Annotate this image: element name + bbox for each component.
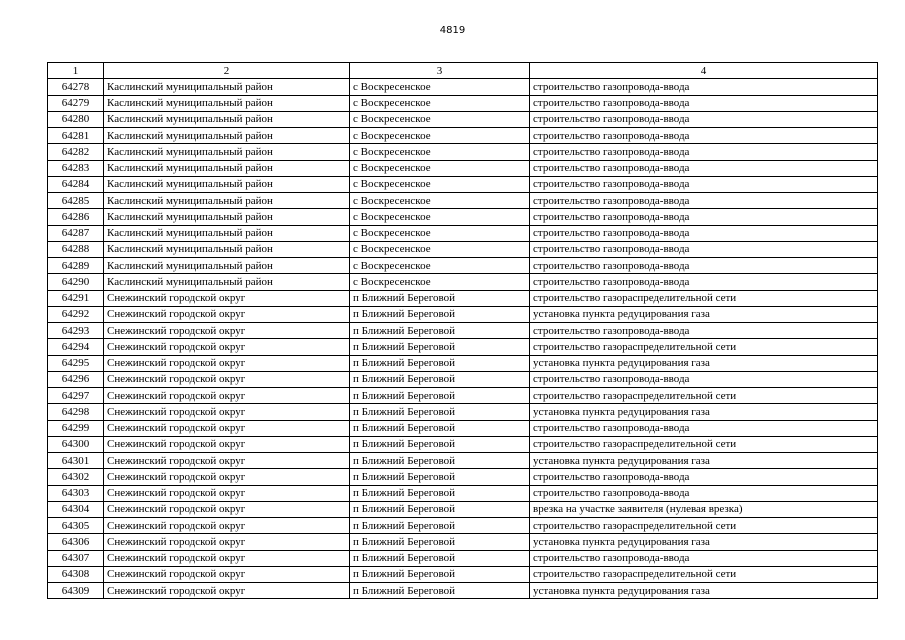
work-type-cell: строительство газопровода-ввода bbox=[530, 469, 878, 485]
row-number-cell: 64286 bbox=[48, 209, 104, 225]
row-number-cell: 64299 bbox=[48, 420, 104, 436]
settlement-cell: с Воскресенское bbox=[350, 128, 530, 144]
row-number-cell: 64283 bbox=[48, 160, 104, 176]
work-type-cell: строительство газопровода-ввода bbox=[530, 79, 878, 95]
settlement-cell: с Воскресенское bbox=[350, 241, 530, 257]
table-row bbox=[48, 176, 878, 192]
work-type-cell: установка пункта редуцирования газа bbox=[530, 453, 878, 469]
row-number-cell: 64307 bbox=[48, 550, 104, 566]
settlement-cell: п Ближний Береговой bbox=[350, 388, 530, 404]
table-row bbox=[48, 404, 878, 420]
municipality-cell: Снежинский городской округ bbox=[104, 583, 350, 599]
table-row bbox=[48, 388, 878, 404]
row-number-cell: 64301 bbox=[48, 453, 104, 469]
settlement-cell: п Ближний Береговой bbox=[350, 404, 530, 420]
settlement-cell: с Воскресенское bbox=[350, 209, 530, 225]
column-header-4: 4 bbox=[530, 63, 878, 79]
page-number: 4819 bbox=[439, 25, 466, 36]
municipality-cell: Снежинский городской округ bbox=[104, 518, 350, 534]
work-type-cell: строительство газопровода-ввода bbox=[530, 550, 878, 566]
settlement-cell: с Воскресенское bbox=[350, 258, 530, 274]
work-type-cell: строительство газораспределительной сети bbox=[530, 518, 878, 534]
work-type-cell: строительство газопровода-ввода bbox=[530, 420, 878, 436]
row-number-cell: 64293 bbox=[48, 323, 104, 339]
work-type-cell: установка пункта редуцирования газа bbox=[530, 583, 878, 599]
table-row bbox=[48, 193, 878, 209]
settlement-cell: п Ближний Береговой bbox=[350, 518, 530, 534]
municipality-cell: Снежинский городской округ bbox=[104, 355, 350, 371]
work-type-cell: строительство газопровода-ввода bbox=[530, 95, 878, 111]
municipality-cell: Снежинский городской округ bbox=[104, 501, 350, 517]
settlement-cell: с Воскресенское bbox=[350, 160, 530, 176]
table-row bbox=[48, 534, 878, 550]
municipality-cell: Каслинский муниципальный район bbox=[104, 241, 350, 257]
row-number-cell: 64309 bbox=[48, 583, 104, 599]
municipality-cell: Каслинский муниципальный район bbox=[104, 209, 350, 225]
table-row bbox=[48, 566, 878, 582]
work-type-cell: строительство газораспределительной сети bbox=[530, 339, 878, 355]
work-type-cell: строительство газопровода-ввода bbox=[530, 193, 878, 209]
settlement-cell: п Ближний Береговой bbox=[350, 306, 530, 322]
table-row bbox=[48, 436, 878, 452]
table-row bbox=[48, 111, 878, 127]
settlement-cell: с Воскресенское bbox=[350, 176, 530, 192]
table-row bbox=[48, 583, 878, 599]
row-number-cell: 64289 bbox=[48, 258, 104, 274]
row-number-cell: 64305 bbox=[48, 518, 104, 534]
work-type-cell: строительство газораспределительной сети bbox=[530, 290, 878, 306]
settlement-cell: п Ближний Береговой bbox=[350, 501, 530, 517]
settlement-cell: п Ближний Береговой bbox=[350, 534, 530, 550]
municipality-cell: Снежинский городской округ bbox=[104, 453, 350, 469]
row-number-cell: 64300 bbox=[48, 436, 104, 452]
municipality-cell: Снежинский городской округ bbox=[104, 566, 350, 582]
municipality-cell: Каслинский муниципальный район bbox=[104, 95, 350, 111]
work-type-cell: строительство газопровода-ввода bbox=[530, 274, 878, 290]
table-row bbox=[48, 225, 878, 241]
work-type-cell: установка пункта редуцирования газа bbox=[530, 404, 878, 420]
work-type-cell: строительство газопровода-ввода bbox=[530, 144, 878, 160]
table-row bbox=[48, 485, 878, 501]
work-type-cell: установка пункта редуцирования газа bbox=[530, 355, 878, 371]
municipality-cell: Каслинский муниципальный район bbox=[104, 160, 350, 176]
column-header-3: 3 bbox=[350, 63, 530, 79]
settlement-cell: с Воскресенское bbox=[350, 95, 530, 111]
settlement-cell: п Ближний Береговой bbox=[350, 485, 530, 501]
settlement-cell: п Ближний Береговой bbox=[350, 290, 530, 306]
row-number-cell: 64296 bbox=[48, 371, 104, 387]
municipality-cell: Каслинский муниципальный район bbox=[104, 274, 350, 290]
work-type-cell: врезка на участке заявителя (нулевая врезка) bbox=[530, 501, 878, 517]
work-type-cell: строительство газопровода-ввода bbox=[530, 111, 878, 127]
registry-table bbox=[47, 62, 878, 599]
table-row bbox=[48, 453, 878, 469]
table-header-row bbox=[48, 63, 878, 79]
table-row bbox=[48, 274, 878, 290]
table-row bbox=[48, 371, 878, 387]
municipality-cell: Снежинский городской округ bbox=[104, 290, 350, 306]
work-type-cell: строительство газопровода-ввода bbox=[530, 258, 878, 274]
row-number-cell: 64306 bbox=[48, 534, 104, 550]
row-number-cell: 64288 bbox=[48, 241, 104, 257]
table-row bbox=[48, 209, 878, 225]
municipality-cell: Снежинский городской округ bbox=[104, 388, 350, 404]
table-row bbox=[48, 144, 878, 160]
table-row bbox=[48, 160, 878, 176]
settlement-cell: с Воскресенское bbox=[350, 111, 530, 127]
row-number-cell: 64294 bbox=[48, 339, 104, 355]
municipality-cell: Снежинский городской округ bbox=[104, 371, 350, 387]
settlement-cell: с Воскресенское bbox=[350, 225, 530, 241]
row-number-cell: 64280 bbox=[48, 111, 104, 127]
municipality-cell: Каслинский муниципальный район bbox=[104, 79, 350, 95]
settlement-cell: п Ближний Береговой bbox=[350, 453, 530, 469]
table-row bbox=[48, 95, 878, 111]
row-number-cell: 64282 bbox=[48, 144, 104, 160]
table-row bbox=[48, 79, 878, 95]
table-row bbox=[48, 339, 878, 355]
municipality-cell: Снежинский городской округ bbox=[104, 534, 350, 550]
settlement-cell: п Ближний Береговой bbox=[350, 323, 530, 339]
work-type-cell: строительство газопровода-ввода bbox=[530, 225, 878, 241]
column-header-2: 2 bbox=[104, 63, 350, 79]
row-number-cell: 64278 bbox=[48, 79, 104, 95]
work-type-cell: строительство газопровода-ввода bbox=[530, 323, 878, 339]
table-row bbox=[48, 550, 878, 566]
work-type-cell: строительство газопровода-ввода bbox=[530, 209, 878, 225]
settlement-cell: п Ближний Береговой bbox=[350, 420, 530, 436]
municipality-cell: Снежинский городской округ bbox=[104, 485, 350, 501]
table-row bbox=[48, 518, 878, 534]
settlement-cell: п Ближний Береговой bbox=[350, 371, 530, 387]
column-header-1: 1 bbox=[48, 63, 104, 79]
work-type-cell: строительство газопровода-ввода bbox=[530, 160, 878, 176]
settlement-cell: п Ближний Береговой bbox=[350, 469, 530, 485]
work-type-cell: строительство газораспределительной сети bbox=[530, 436, 878, 452]
row-number-cell: 64281 bbox=[48, 128, 104, 144]
table-row bbox=[48, 355, 878, 371]
table-row bbox=[48, 323, 878, 339]
table-row bbox=[48, 258, 878, 274]
work-type-cell: строительство газопровода-ввода bbox=[530, 241, 878, 257]
settlement-cell: п Ближний Береговой bbox=[350, 583, 530, 599]
municipality-cell: Каслинский муниципальный район bbox=[104, 144, 350, 160]
table-body bbox=[48, 79, 878, 599]
row-number-cell: 64290 bbox=[48, 274, 104, 290]
settlement-cell: с Воскресенское bbox=[350, 144, 530, 160]
settlement-cell: п Ближний Береговой bbox=[350, 550, 530, 566]
work-type-cell: строительство газораспределительной сети bbox=[530, 566, 878, 582]
municipality-cell: Снежинский городской округ bbox=[104, 550, 350, 566]
municipality-cell: Снежинский городской округ bbox=[104, 404, 350, 420]
row-number-cell: 64285 bbox=[48, 193, 104, 209]
row-number-cell: 64308 bbox=[48, 566, 104, 582]
table-row bbox=[48, 306, 878, 322]
settlement-cell: п Ближний Береговой bbox=[350, 339, 530, 355]
work-type-cell: строительство газопровода-ввода bbox=[530, 176, 878, 192]
municipality-cell: Снежинский городской округ bbox=[104, 323, 350, 339]
settlement-cell: с Воскресенское bbox=[350, 274, 530, 290]
municipality-cell: Каслинский муниципальный район bbox=[104, 128, 350, 144]
municipality-cell: Снежинский городской округ bbox=[104, 306, 350, 322]
settlement-cell: с Воскресенское bbox=[350, 79, 530, 95]
municipality-cell: Каслинский муниципальный район bbox=[104, 111, 350, 127]
municipality-cell: Снежинский городской округ bbox=[104, 339, 350, 355]
row-number-cell: 64304 bbox=[48, 501, 104, 517]
municipality-cell: Каслинский муниципальный район bbox=[104, 193, 350, 209]
municipality-cell: Каслинский муниципальный район bbox=[104, 176, 350, 192]
work-type-cell: строительство газопровода-ввода bbox=[530, 128, 878, 144]
table-row bbox=[48, 469, 878, 485]
table-row bbox=[48, 241, 878, 257]
work-type-cell: строительство газопровода-ввода bbox=[530, 485, 878, 501]
municipality-cell: Каслинский муниципальный район bbox=[104, 225, 350, 241]
work-type-cell: строительство газораспределительной сети bbox=[530, 388, 878, 404]
settlement-cell: п Ближний Береговой bbox=[350, 355, 530, 371]
row-number-cell: 64287 bbox=[48, 225, 104, 241]
settlement-cell: п Ближний Береговой bbox=[350, 566, 530, 582]
table-row bbox=[48, 501, 878, 517]
work-type-cell: установка пункта редуцирования газа bbox=[530, 534, 878, 550]
work-type-cell: строительство газопровода-ввода bbox=[530, 371, 878, 387]
settlement-cell: п Ближний Береговой bbox=[350, 436, 530, 452]
row-number-cell: 64295 bbox=[48, 355, 104, 371]
table-row bbox=[48, 128, 878, 144]
municipality-cell: Снежинский городской округ bbox=[104, 436, 350, 452]
row-number-cell: 64302 bbox=[48, 469, 104, 485]
row-number-cell: 64284 bbox=[48, 176, 104, 192]
row-number-cell: 64298 bbox=[48, 404, 104, 420]
row-number-cell: 64303 bbox=[48, 485, 104, 501]
row-number-cell: 64279 bbox=[48, 95, 104, 111]
row-number-cell: 64291 bbox=[48, 290, 104, 306]
municipality-cell: Каслинский муниципальный район bbox=[104, 258, 350, 274]
table-row bbox=[48, 420, 878, 436]
row-number-cell: 64292 bbox=[48, 306, 104, 322]
row-number-cell: 64297 bbox=[48, 388, 104, 404]
municipality-cell: Снежинский городской округ bbox=[104, 469, 350, 485]
municipality-cell: Снежинский городской округ bbox=[104, 420, 350, 436]
work-type-cell: установка пункта редуцирования газа bbox=[530, 306, 878, 322]
table-row bbox=[48, 290, 878, 306]
settlement-cell: с Воскресенское bbox=[350, 193, 530, 209]
